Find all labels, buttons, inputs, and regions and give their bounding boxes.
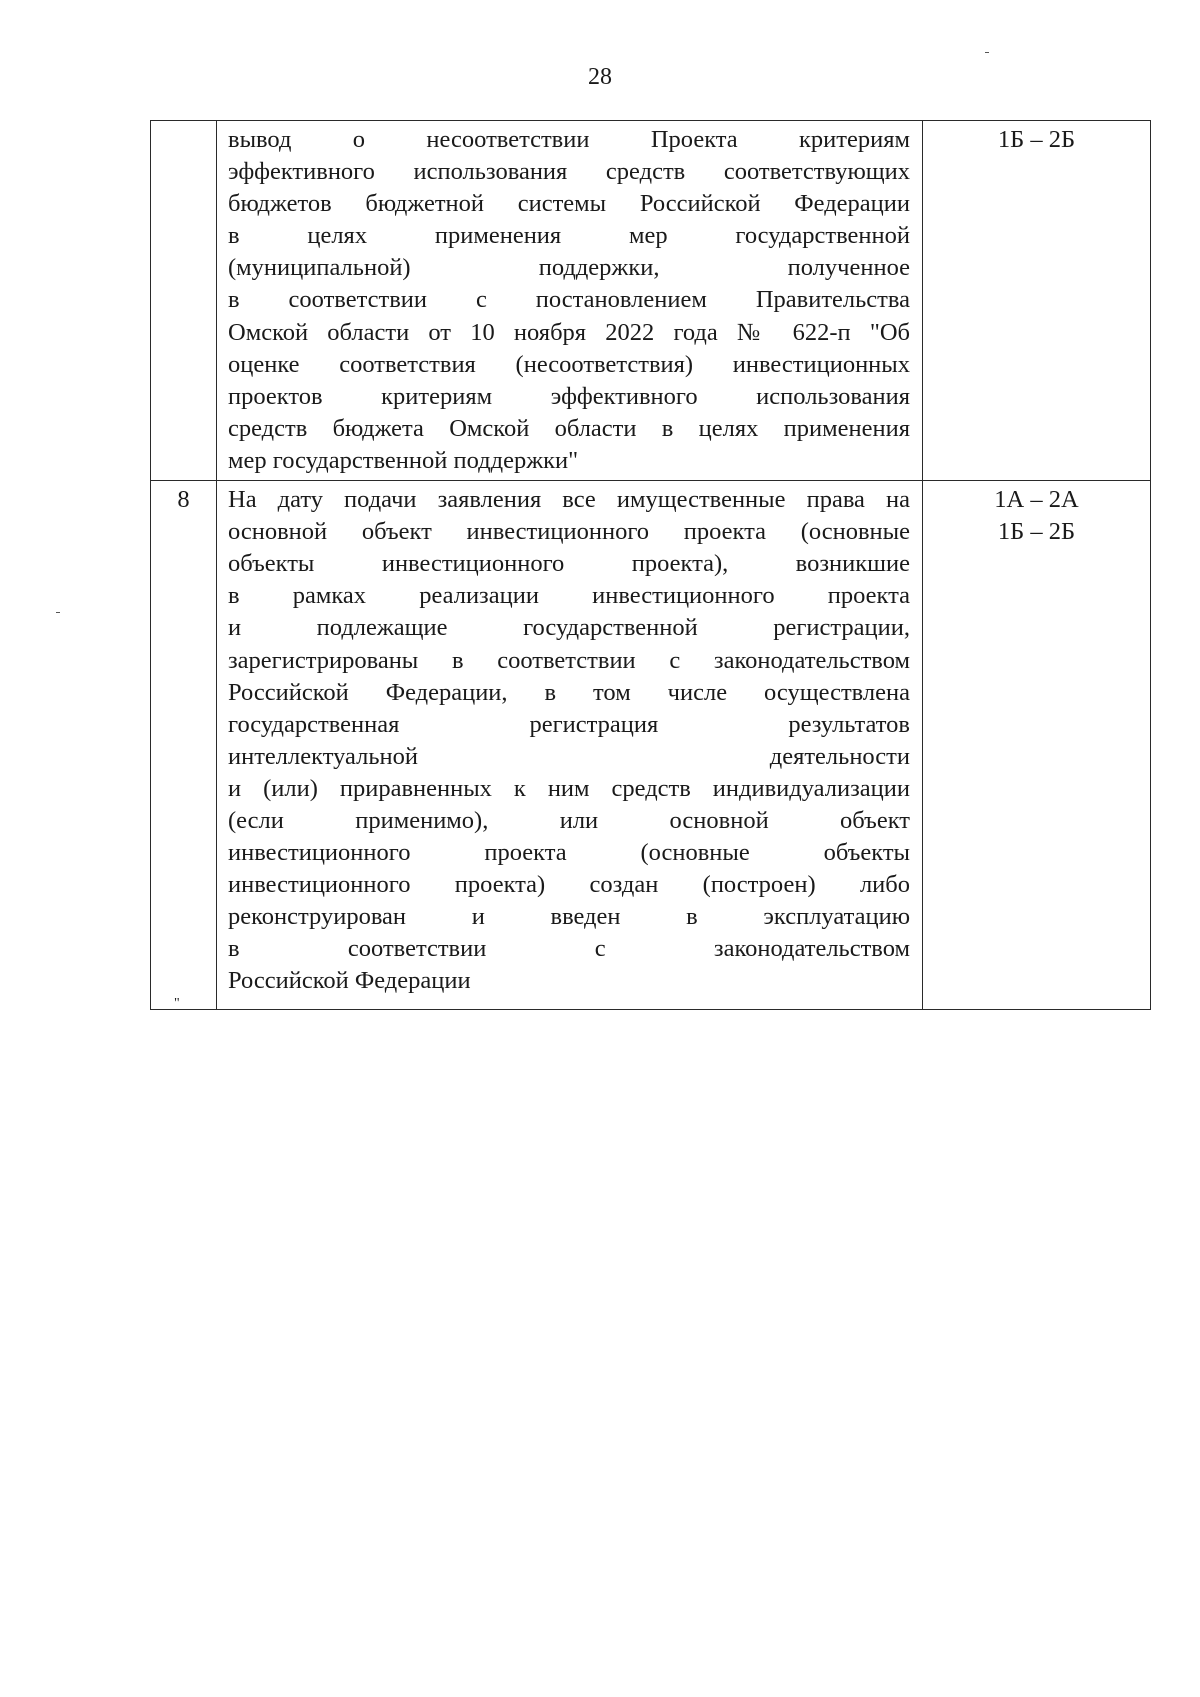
page-number: 28 <box>588 64 612 90</box>
text-line: в соответствии с законодательством <box>228 935 910 963</box>
text-line: в рамках реализации инвестиционного проекта <box>228 582 910 610</box>
table-row <box>151 121 1151 481</box>
code-value: 1А – 2А <box>994 486 1079 514</box>
text-line: зарегистрированы в соответствии с законодательством <box>228 646 910 674</box>
text-line: мер государственной поддержки" <box>228 446 579 474</box>
text-line: интеллектуальной деятельности <box>228 742 910 770</box>
text-line: инвестиционного проекта) создан (построен) либо <box>228 871 910 899</box>
row-number-cell <box>151 121 217 481</box>
row-number-cell: 8 <box>151 481 217 1010</box>
scan-speck <box>985 52 989 53</box>
code-cell <box>923 121 1151 481</box>
text-line: объекты инвестиционного проекта), возникшие <box>228 550 910 578</box>
criterion-text-cell <box>217 481 923 1010</box>
text-line: реконструирован и введен в эксплуатацию <box>228 903 910 931</box>
text-line: в соответствии с постановлением Правительства <box>228 286 910 314</box>
text-line: Российской Федерации, в том числе осуществлена <box>228 678 910 706</box>
closing-quote-mark: " <box>174 996 180 1011</box>
criterion-text-cell <box>217 121 923 481</box>
text-line: вывод о несоответствии Проекта критериям <box>228 126 910 153</box>
text-line: Омской области от 10 ноября 2022 года № 622-п "Об <box>228 318 910 346</box>
text-line: На дату подачи заявления все имущественные права на <box>228 486 910 514</box>
text-line: проектов критериям эффективного использования <box>228 382 910 410</box>
table-row <box>151 481 1151 1010</box>
text-line: и (или) приравненных к ним средств индивидуализации <box>228 774 910 802</box>
text-line: в целях применения мер государственной <box>228 222 910 250</box>
text-line: (если применимо), или основной объект <box>228 806 910 834</box>
code-value: 1Б – 2Б <box>997 518 1076 546</box>
scan-speck <box>56 612 60 613</box>
text-line: Российской Федерации <box>228 967 471 995</box>
text-line: оценке соответствия (несоответствия) инвестиционных <box>228 350 910 378</box>
text-line: (муниципальной) поддержки, полученное <box>228 254 910 282</box>
code-cell <box>923 481 1151 1010</box>
text-line: и подлежащие государственной регистрации, <box>228 614 910 642</box>
text-line: средств бюджета Омской области в целях применения <box>228 414 910 442</box>
criteria-table <box>150 120 1151 1010</box>
code-value: 1Б – 2Б <box>997 126 1076 153</box>
text-line: эффективного использования средств соответствующих <box>228 158 910 186</box>
text-line: основной объект инвестиционного проекта (основные <box>228 518 910 546</box>
text-line: инвестиционного проекта (основные объекты <box>228 839 910 867</box>
text-line: государственная регистрация результатов <box>228 710 910 738</box>
text-line: бюджетов бюджетной системы Российской Федерации <box>228 190 910 218</box>
